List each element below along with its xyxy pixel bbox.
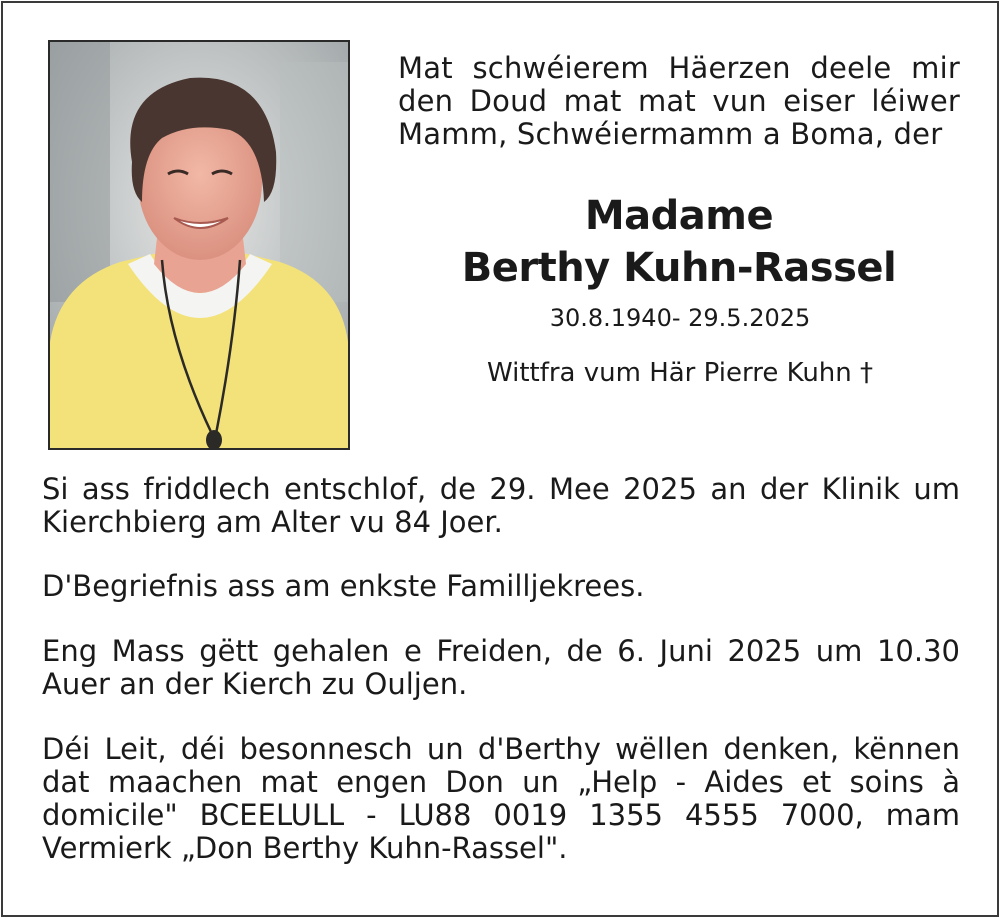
name-title: Madame bbox=[584, 193, 774, 239]
portrait-photo bbox=[48, 40, 350, 450]
paragraph-passing: Si ass friddlech entschlof, de 29. Mee 2025 an der Klinik um Kierchbierg am Alter vu 84 Joer. bbox=[42, 472, 960, 539]
paragraph-mass: Eng Mass gëtt gehalen e Freiden, de 6. Juni 2025 um 10.30 Auer an der Kierch zu Ouljen. bbox=[42, 634, 960, 701]
name-full: Berthy Kuhn-Rassel bbox=[461, 245, 897, 291]
widow-of-line: Wittfra vum Här Pierre Kuhn † bbox=[486, 358, 874, 388]
life-dates: 30.8.1940- 29.5.2025 bbox=[549, 304, 811, 332]
intro-text: Mat schwéierem Häerzen deele mir den Doud mat mat vun eiser léiwer Mamm, Schwéiermamm a Boma, der bbox=[398, 51, 960, 151]
paragraph-donation: Déi Leit, déi besonnesch un d'Berthy wëllen denken, kënnen dat maachen mat engen Don un „Help - Aides et soins à domicile" BCEELULL - LU88 0019 1355 4555 7000, mam Vermierk „Don Berthy Kuhn-Rassel". bbox=[42, 732, 960, 865]
paragraph-funeral: D'Begriefnis ass am enkste Familljekrees. bbox=[42, 569, 645, 603]
portrait-illustration bbox=[50, 42, 348, 448]
deceased-name bbox=[398, 190, 960, 294]
